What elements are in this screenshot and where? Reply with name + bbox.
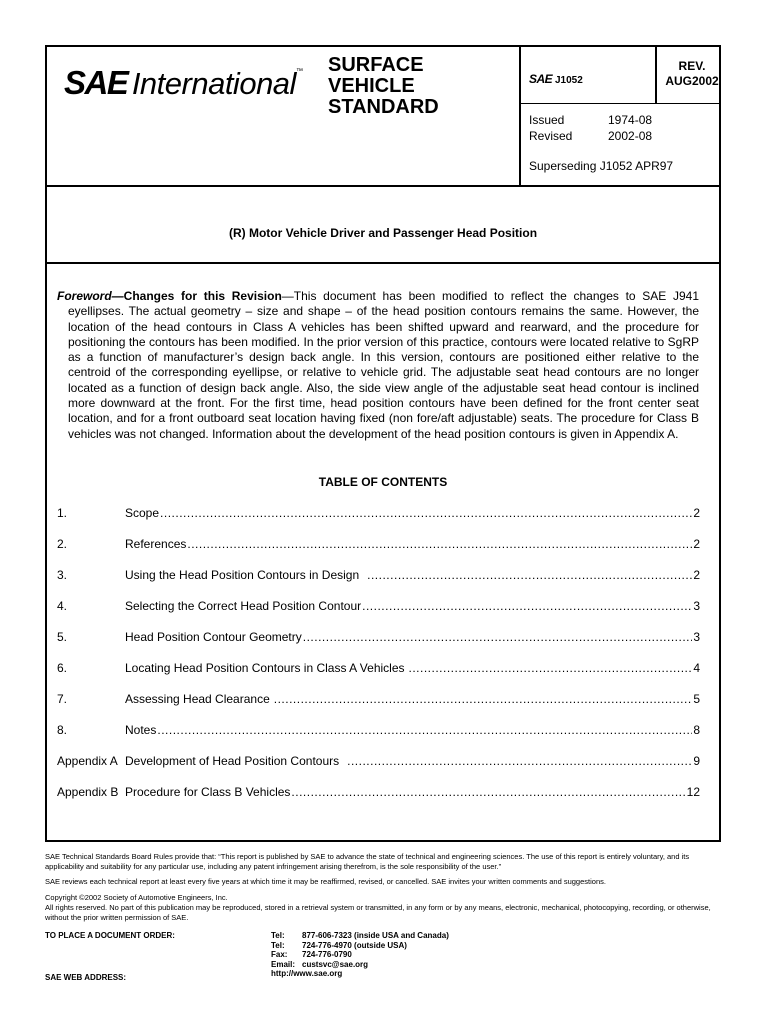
toc-entry-title: Head Position Contour Geometry (125, 630, 302, 644)
toc-leader-dots (274, 691, 693, 707)
toc-entry-number: Appendix A (57, 754, 118, 768)
toc-entry[interactable] (57, 536, 700, 552)
standard-type-line-2: VEHICLE (328, 75, 415, 97)
header-col-divider (519, 45, 521, 186)
toc-entry[interactable] (57, 722, 700, 738)
foreword-label: Foreword (57, 289, 112, 303)
toc-entry-page: 2 (693, 506, 700, 520)
copyright-notice: Copyright ©2002 Society of Automotive Engineers, Inc. (45, 893, 228, 902)
tel-label: Tel: (271, 931, 285, 940)
standard-type-line-3: STANDARD (328, 96, 439, 118)
issued-value: 1974-08 (608, 113, 653, 127)
toc-entry[interactable] (57, 567, 700, 583)
contact-info (271, 931, 449, 979)
revised-label: Revised (529, 129, 573, 143)
toc-entry[interactable] (57, 660, 700, 676)
toc-entry-number: 7. (57, 692, 68, 706)
order-label: TO PLACE A DOCUMENT ORDER: (45, 931, 175, 940)
toc-leader-dots (291, 784, 685, 800)
rev-col-divider (655, 45, 657, 103)
toc-leader-dots (409, 660, 693, 676)
standards-board-rules: SAE Technical Standards Board Rules provide that: “This report is published by SAE to advance the state of technical and engineering sciences. The use of this report is entirely voluntary, and its applicability and suitability for any particular use, including any patent infringement arising therefrom, is the sole responsibility of the user.” (45, 852, 690, 871)
doc-number-text: J1052 (554, 75, 583, 86)
toc-entry-number: 1. (57, 506, 68, 520)
web-address-link[interactable]: http://www.sae.org (271, 969, 343, 978)
toc-entry[interactable] (57, 753, 700, 769)
trademark-symbol: ™ (295, 68, 303, 75)
toc-entry-page: 3 (693, 599, 700, 613)
superseding-note: Superseding J1052 APR97 (529, 159, 674, 173)
toc-entry-number: Appendix B (57, 785, 119, 799)
rev-label: REV. (678, 59, 706, 73)
toc-entry[interactable] (57, 505, 700, 521)
toc-entry-page: 2 (693, 537, 700, 551)
toc-entry[interactable] (57, 784, 700, 800)
toc-entry-number: 5. (57, 630, 68, 644)
toc-entry[interactable] (57, 691, 700, 707)
logo-international-text: International (131, 66, 296, 101)
revision-box (663, 59, 721, 89)
toc-leader-dots (347, 753, 692, 769)
toc-entry-title: Notes (125, 723, 157, 737)
standard-type-line-1: SURFACE (328, 54, 424, 76)
toc-leader-dots (187, 536, 692, 552)
toc-leader-dots (157, 722, 692, 738)
sae-international-logo (64, 66, 303, 99)
title-divider (45, 262, 721, 264)
mini-sae-logo: SAE (529, 72, 553, 86)
foreword-dash: — (111, 289, 124, 303)
toc-entry-page: 5 (693, 692, 700, 706)
toc-entry-title: Scope (125, 506, 160, 520)
phone-number-2[interactable]: 724-776-4970 (outside USA) (302, 940, 407, 950)
fax-number: 724-776-0790 (302, 950, 352, 959)
toc-entry-number: 8. (57, 723, 68, 737)
doc-id-divider (519, 103, 721, 104)
toc-entry-title: Locating Head Position Contours in Class A Vehicles (125, 661, 405, 675)
toc-entry-title: Selecting the Correct Head Position Contour (125, 599, 362, 613)
tel-label: Tel: (271, 940, 285, 950)
foreword (57, 289, 699, 442)
toc-entry-title: Assessing Head Clearance (125, 692, 270, 706)
toc-entry-title: Using the Head Position Contours in Design (125, 568, 360, 582)
toc-leader-dots (160, 505, 692, 521)
logo-sae-text: SAE (64, 64, 128, 101)
phone-number-1[interactable]: 877-606-7323 (inside USA and Canada) (302, 931, 449, 940)
toc-entry-number: 3. (57, 568, 68, 582)
toc-entry-page: 8 (693, 723, 700, 737)
toc-entry-page: 3 (693, 630, 700, 644)
toc-entry-title: References (125, 537, 187, 551)
toc-entry-title: Development of Head Position Contours (125, 754, 340, 768)
email-label: Email: (271, 959, 296, 969)
toc-entry-page: 2 (693, 568, 700, 582)
toc-entry-page: 12 (686, 785, 700, 799)
toc-entry-page: 9 (693, 754, 700, 768)
toc-entry-title: Procedure for Class B Vehicles (125, 785, 291, 799)
standard-type (328, 55, 439, 118)
toc-entry-number: 6. (57, 661, 68, 675)
foreword-body: —This document has been modified to reflect the changes to SAE J941 eyellipses. The actual geometry – size and shape – of the head position contours remains the same. However, the location of the head contours in Class A vehicles has been shifted upward and rearward, and the procedure for positioning the contours has been modified. In the prior version of this practice, contours were located relative to SgRP as a function of manufacturer’s design back angle. In this version, contours are positioned either relative to the centroid of the corresponding eyellipse, or relative to vehicle grid. The adjustable seat head contours are no longer located as a function of design back angle. Also, the side view angle of the adjustable seat head contour is inclined more downward at the front. For the first time, head position contours have been defined for the front center seat location, and for a front outboard seat location having fixed (non fore/aft adjustable) seats. The procedure for Class B vehicles was not changed. Information about the development of the head position contours is given in Appendix A. (68, 289, 699, 441)
toc-leader-dots (303, 629, 693, 645)
toc-entry-number: 2. (57, 537, 68, 551)
toc-leader-dots (362, 598, 692, 614)
toc-entry[interactable] (57, 629, 700, 645)
fax-label: Fax: (271, 950, 288, 959)
foreword-subtitle: Changes for this Revision (123, 289, 282, 303)
header-divider (45, 185, 721, 187)
review-notice: SAE reviews each technical report at least every five years at which time it may be reaffirmed, revised, or cancelled. SAE invites your written comments and suggestions. (45, 877, 606, 886)
issued-label: Issued (529, 113, 565, 127)
toc-entry[interactable] (57, 598, 700, 614)
toc-entry-number: 4. (57, 599, 68, 613)
revised-value: 2002-08 (608, 129, 653, 143)
web-address-label: SAE WEB ADDRESS: (45, 973, 127, 982)
rights-notice: All rights reserved. No part of this publication may be reproduced, stored in a retrieval system or transmitted, in any form or by any means, electronic, mechanical, photocopying, recording, or otherwise, without the prior written permission of SAE. (45, 903, 711, 922)
toc-heading: TABLE OF CONTENTS (318, 475, 448, 489)
email-link[interactable]: custsvc@sae.org (302, 959, 369, 969)
toc-entry-page: 4 (693, 661, 700, 675)
toc-leader-dots (367, 567, 692, 583)
issue-dates (529, 112, 652, 144)
rev-value: AUG2002 (665, 74, 719, 88)
document-number (529, 72, 583, 86)
document-title: (R) Motor Vehicle Driver and Passenger Head Position (228, 226, 538, 240)
